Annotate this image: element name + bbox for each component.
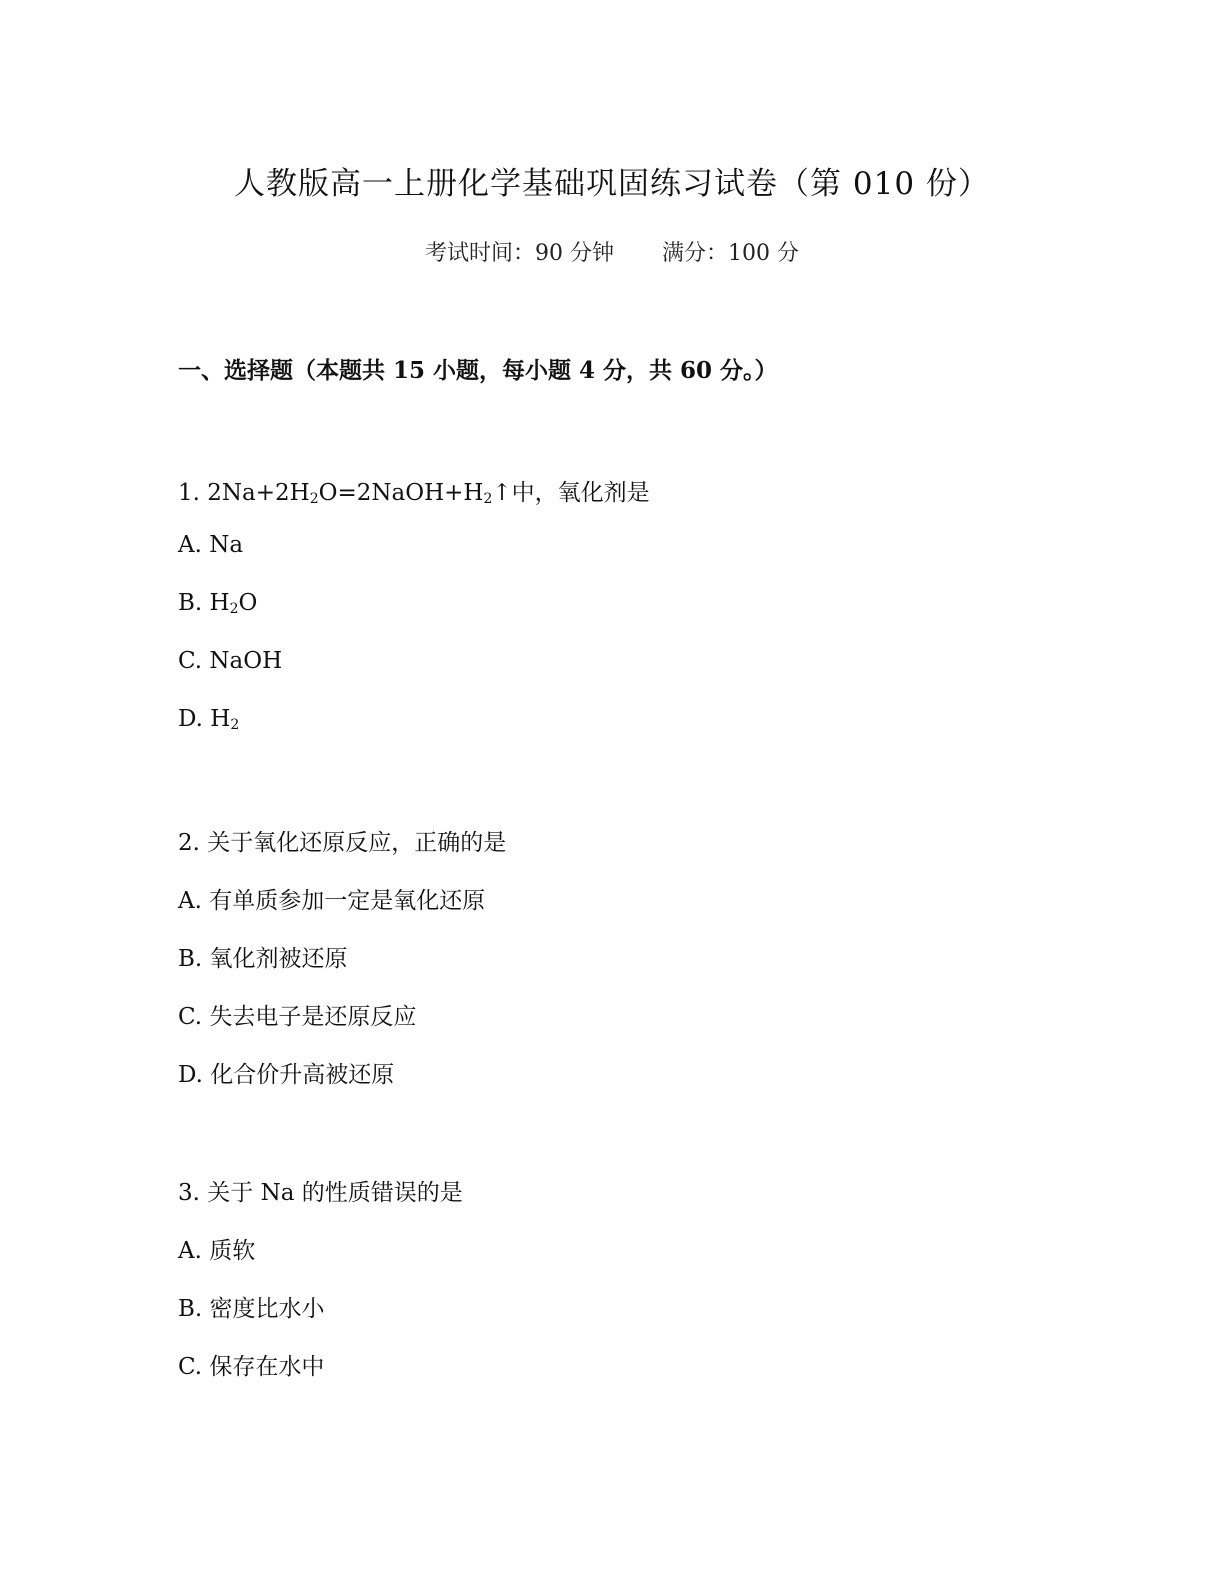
exam-info: [0, 236, 1224, 267]
q3-option-a: A. 质软: [178, 1238, 256, 1264]
q1-option-d: [178, 706, 239, 733]
q1-option-b-part: O: [238, 590, 258, 616]
q1-subscript: 2: [483, 491, 493, 507]
question-1-stem: [178, 474, 650, 507]
q1-stem-part: 1. 2Na+2H: [178, 480, 310, 506]
question-2-stem: 2. 关于氧化还原反应，正确的是: [178, 830, 507, 856]
q2-option-d: D. 化合价升高被还原: [178, 1062, 395, 1088]
exam-title: 人教版高一上册化学基础巩固练习试卷（第 010 份）: [234, 166, 990, 202]
q2-option-a: A. 有单质参加一定是氧化还原: [178, 888, 486, 914]
q1-option-d-part: D. H: [178, 706, 231, 732]
q1-stem-part: ↑中，氧化剂是: [492, 480, 650, 506]
q3-option-b: B. 密度比水小: [178, 1296, 325, 1322]
q1-option-b-part: B. H: [178, 590, 230, 616]
q2-option-c: C. 失去电子是还原反应: [178, 1004, 417, 1030]
q1-subscript: 2: [309, 491, 319, 507]
q1-option-d-subscript: 2: [230, 717, 240, 733]
exam-time: 考试时间：90 分钟: [425, 241, 614, 266]
q2-option-b: B. 氧化剂被还原: [178, 946, 348, 972]
q1-option-b: [178, 590, 257, 617]
q1-stem-part: O=2NaOH+H: [318, 480, 484, 506]
q1-option-a: A. Na: [178, 532, 244, 558]
q3-option-c: C. 保存在水中: [178, 1354, 325, 1380]
exam-score: 满分：100 分: [662, 241, 799, 266]
q1-option-b-subscript: 2: [229, 601, 239, 617]
section-heading: 一、选择题（本题共 15 小题，每小题 4 分，共 60 分。）: [178, 357, 778, 384]
q1-option-c: C. NaOH: [178, 648, 283, 674]
question-3-stem: 3. 关于 Na 的性质错误的是: [178, 1180, 463, 1206]
